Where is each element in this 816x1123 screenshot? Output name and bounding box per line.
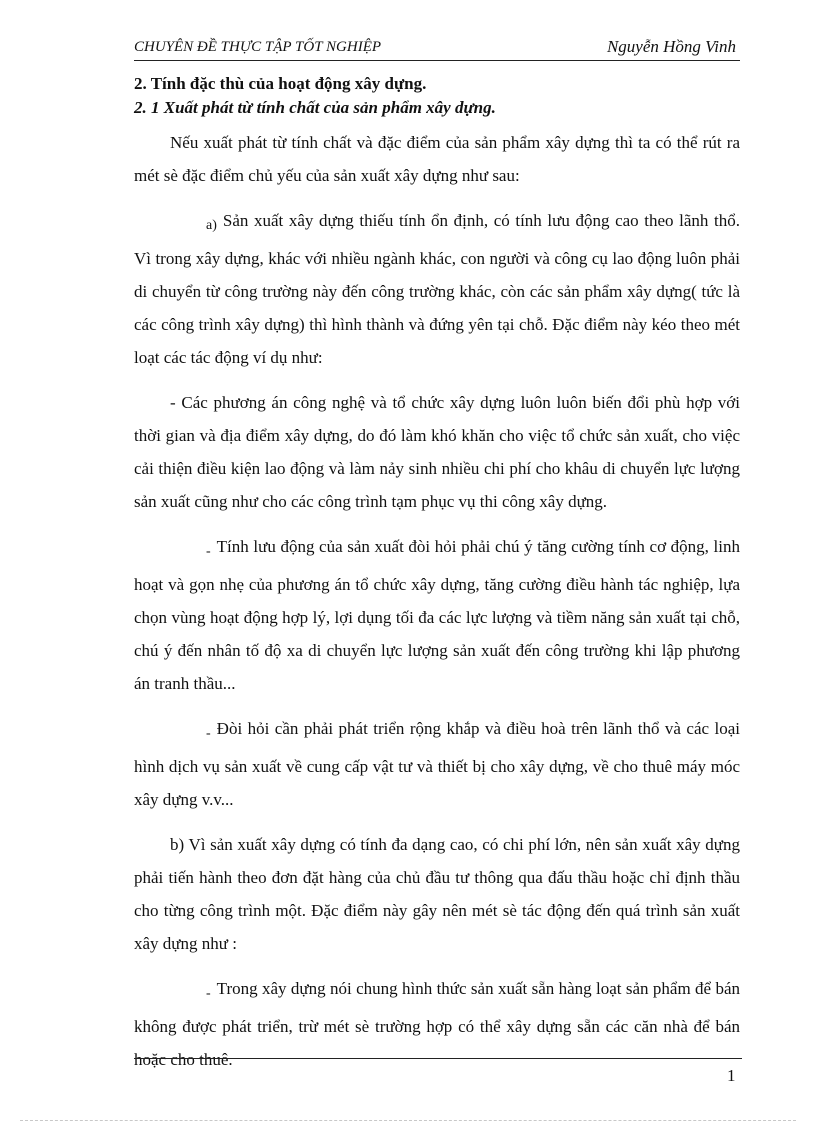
header-author: Nguyễn Hồng Vinh: [606, 37, 736, 56]
section-heading: 2. Tính đặc thù của hoạt động xây dựng.: [134, 74, 427, 93]
header-title: CHUYÊN ĐỀ THỰC TẬP TỐT NGHIỆP: [134, 39, 382, 55]
footer-divider: [134, 1058, 742, 1059]
paragraph: [134, 204, 740, 374]
paragraph-text: Trong xây dựng nói chung hình thức sản xuất sẵn hàng loạt sản phẩm để bán không được phát triển, trừ mét sè trường hợp có thể xây dựng sẵn các căn nhà để bán hoặc cho thuê.: [134, 979, 740, 1069]
paragraph: [134, 712, 740, 816]
paragraph: [134, 828, 740, 960]
paragraph: [134, 530, 740, 700]
paragraph: [134, 386, 740, 518]
list-marker: -: [206, 726, 211, 741]
paragraph-text: Sản xuất xây dựng thiếu tính ổn định, có tính lưu động cao theo lãnh thổ. Vì trong xây dựng, khác với nhiều ngành khác, con người và công cụ lao động luôn phải di chuyển từ công trường này đến công trường khác, còn các sản phẩm xây dựng( tức là các công trình xây dựng) thì hình thành và đứng yên tại chỗ. Đặc điểm này kéo theo mét loạt các tác động ví dụ như:: [134, 211, 740, 367]
document-body: [134, 72, 740, 1086]
subsection-heading: 2. 1 Xuất phát từ tính chất của sản phẩm xây dựng.: [134, 98, 496, 117]
list-marker: a): [206, 218, 217, 233]
page-header: [134, 38, 740, 61]
list-marker: -: [206, 544, 211, 559]
paragraph: [134, 126, 740, 192]
list-marker: -: [206, 986, 211, 1001]
paragraph-text: b) Vì sản xuất xây dựng có tính đa dạng cao, có chi phí lớn, nên sản xuất xây dựng phải tiến hành theo đơn đặt hàng của chủ đầu tư thông qua đấu thầu hoặc chỉ định thầu cho từng công trình một. Đặc điểm này gây nên mét sè tác động đến quá trình sản xuất xây dựng như :: [134, 835, 740, 953]
paragraph: [134, 972, 740, 1076]
paragraph-text: Nếu xuất phát từ tính chất và đặc điểm của sản phẩm xây dựng thì ta có thể rút ra mét sè đặc điểm chủ yếu của sản xuất xây dựng như sau:: [134, 133, 740, 185]
paragraph-text: - Các phương án công nghệ và tổ chức xây dựng luôn luôn biến đổi phù hợp với thời gian và địa điểm xây dựng, do đó làm khó khăn cho việc tổ chức sản xuất, cho việc cải thiện điều kiện lao động và làm nảy sinh nhiều chi phí cho khâu di chuyển lực lượng sản xuất cũng như cho các công trình tạm phục vụ thi công xây dựng.: [134, 393, 740, 511]
page-number: 1: [727, 1066, 736, 1085]
paragraph-text: Tính lưu động của sản xuất đòi hỏi phải chú ý tăng cường tính cơ động, linh hoạt và gọn nhẹ của phương án tổ chức xây dựng, tăng cường điều hành tác nghiệp, lựa chọn vùng hoạt động hợp lý, lợi dụng tối đa các lực lượng và tiềm năng sản xuất tại chỗ, chú ý đến nhân tố độ xa di chuyển lực lượng sản xuất đến công trường khi lập phương án tranh thầu...: [134, 537, 740, 693]
page-boundary: [20, 1120, 796, 1121]
paragraph-text: Đòi hỏi cần phải phát triển rộng khắp và điều hoà trên lãnh thổ và các loại hình dịch vụ sản xuất về cung cấp vật tư và thiết bị cho xây dựng, về cho thuê máy móc xây dựng v.v...: [134, 719, 740, 809]
